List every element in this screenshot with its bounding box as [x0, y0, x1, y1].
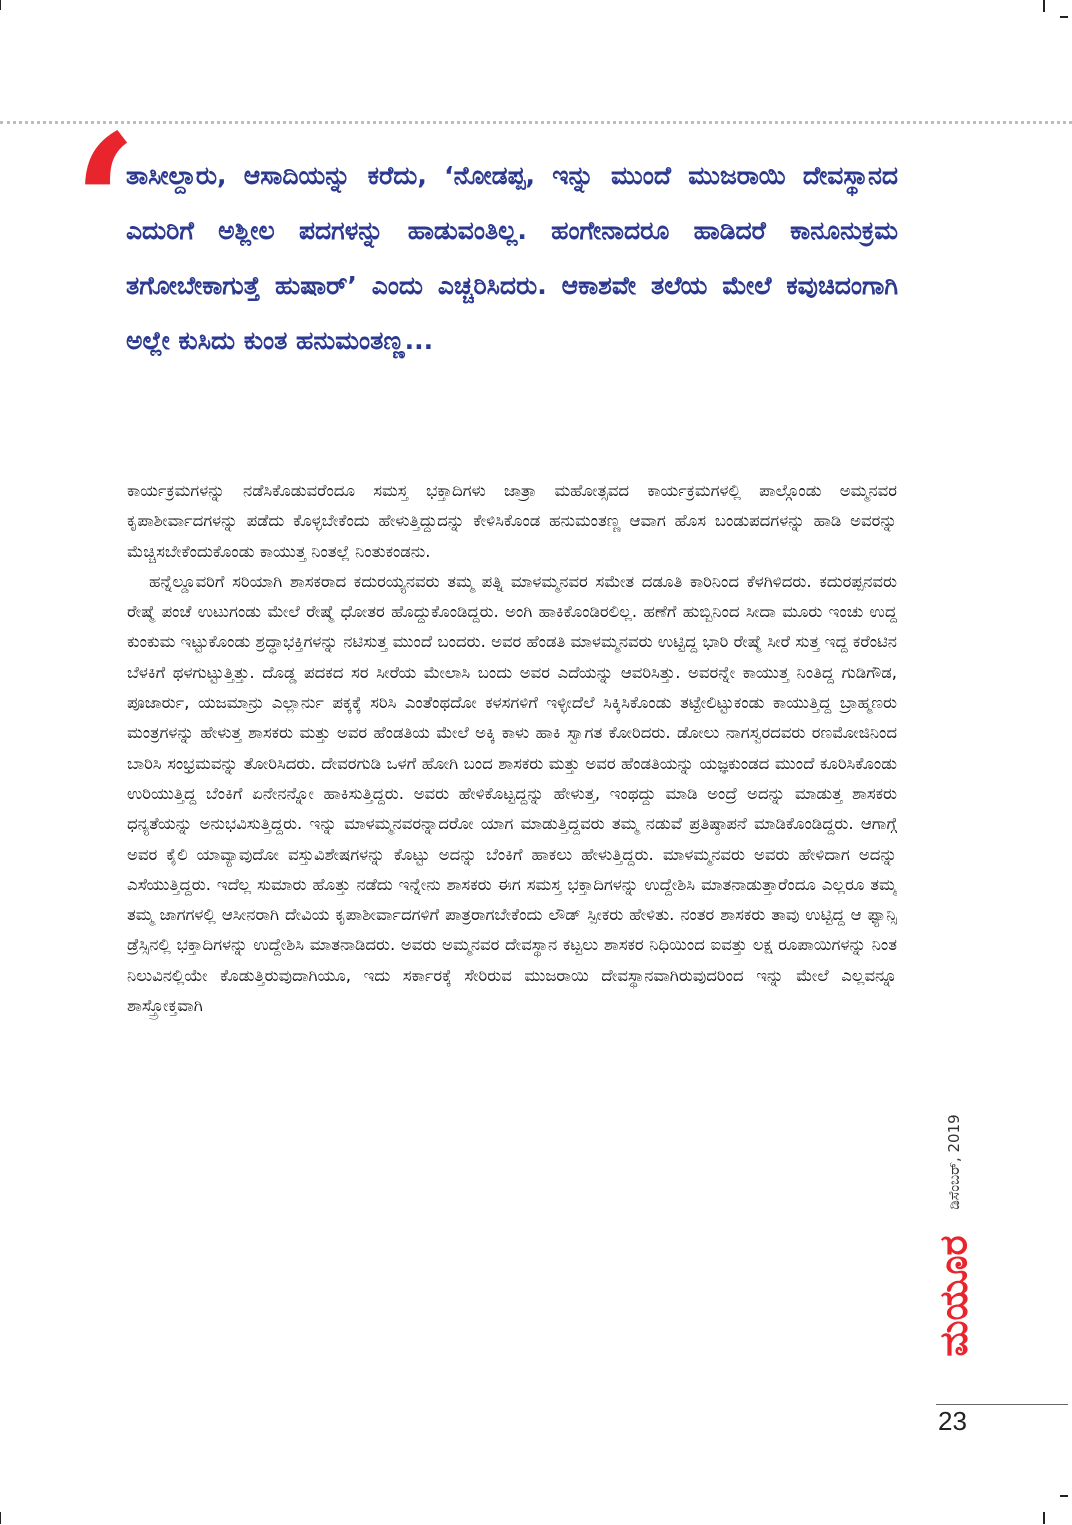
quote-mark-icon: ‘ — [72, 93, 139, 316]
crop-mark-top-right — [1043, 0, 1045, 12]
pull-quote: ತಾಸೀಲ್ದಾರು, ಆಸಾದಿಯನ್ನು ಕರೆದು, ‘ನೋಡಪ್ಪ, ಇನ್ನು ಮುಂದೆ ಮುಜರಾಯಿ ದೇವಸ್ಥಾನದ ಎದುರಿಗೆ ಅಶ್ಲೀಲ ಪದಗಳನ್ನು ಹಾಡುವಂತಿಲ್ಲ. ಹಂಗೇನಾದರೂ ಹಾಡಿದರೆ ಕಾನೂನುಕ್ರಮ ತಗೋಬೇಕಾಗುತ್ತೆ ಹುಷಾರ್’ ಎಂದು ಎಚ್ಚರಿಸಿದರು. ಆಕಾಶವೇ ತಲೆಯ ಮೇಲೆ ಕವುಚಿದಂಗಾಗಿ ಅಲ್ಲೇ ಕುಸಿದು ಕುಂತ ಹನುಮಂತಣ್ಣ... — [126, 161, 898, 355]
crop-mark-bottom-right — [1043, 1512, 1045, 1524]
folio-rule — [936, 1404, 1068, 1405]
body-paragraph-1: ಕಾರ್ಯಕ್ರಮಗಳನ್ನು ನಡೆಸಿಕೊಡುವರೆಂದೂ ಸಮಸ್ತ ಭಕ್ತಾದಿಗಳು ಜಾತ್ರಾ ಮಹೋತ್ಸವದ ಕಾರ್ಯಕ್ರಮಗಳಲ್ಲಿ ಪಾಲ್ಗೊಂಡು ಅಮ್ಮನವರ ಕೃಪಾಶೀರ್ವಾದಗಳನ್ನು ಪಡೆದು ಕೊಳ್ಳಬೇಕೆಂದು ಹೇಳುತ್ತಿದ್ದುದನ್ನು ಕೇಳಿಸಿಕೊಂಡ ಹನುಮಂತಣ್ಣ ಆವಾಗ ಹೊಸ ಬಂಡುಪದಗಳನ್ನು ಹಾಡಿ ಅವರನ್ನು ಮೆಚ್ಚಿಸಬೇಕೆಂದುಕೊಂಡು ಕಾಯುತ್ತ ನಿಂತಲ್ಲೆ ನಿಂತುಕಂಡನು. — [127, 481, 897, 561]
page-number: 23 — [938, 1406, 967, 1436]
body-paragraph-2: ಹನ್ನೆಲ್ಡೂವರಿಗೆ ಸರಿಯಾಗಿ ಶಾಸಕರಾದ ಕದುರಯ್ಯನವರು ತಮ್ಮ ಪತ್ನಿ ಮಾಳಮ್ಮನವರ ಸಮೇತ ದಡೂತಿ ಕಾರಿನಿಂದ ಕೆಳಗಿಳಿದರು. ಕದುರಪ್ಪನವರು ರೇಷ್ಮೆ ಪಂಚೆ ಉಟುಗಂಡು ಮೇಲೆ ರೇಷ್ಮೆ ಧೋತರ ಹೊದ್ದುಕೊಂಡಿದ್ದರು. ಅಂಗಿ ಹಾಕಿಕೊಂಡಿರಲಿಲ್ಲ. ಹಣೆಗೆ ಹುಬ್ಬಿನಿಂದ ಸೀದಾ ಮೂರು ಇಂಚು ಉದ್ದ ಕುಂಕುಮ ಇಟ್ಟುಕೊಂಡು ಶ್ರದ್ಧಾಭಕ್ತಿಗಳನ್ನು ನಟಿಸುತ್ತ ಮುಂದೆ ಬಂದರು. ಅವರ ಹೆಂಡತಿ ಮಾಳಮ್ಮನವರು ಉಟ್ಟಿದ್ದ ಭಾರಿ ರೇಷ್ಮೆ ಸೀರೆ ಸುತ್ತ ಇದ್ದ ಕರೆಂಟಿನ ಬೆಳಕಿಗೆ ಥಳಗುಟ್ಟುತ್ತಿತ್ತು. ದೊಡ್ಡ ಪದಕದ ಸರ ಸೀರೆಯ ಮೇಲಾಸಿ ಬಂದು ಅವರ ಎದೆಯನ್ನು ಆವರಿಸಿತ್ತು. ಅವರನ್ನೇ ಕಾಯುತ್ತ ನಿಂತಿದ್ದ ಗುಡಿಗೌಡ, ಪೂಜಾರ್ರು, ಯಜಮಾನ್ರು ಎಲ್ಲಾರ್ನು ಪಕ್ಕಕ್ಕೆ ಸರಿಸಿ ಎಂತೆಂಥದೋ ಕಳಸಗಳಿಗೆ ಇಳ್ಳೀದೆಲೆ ಸಿಕ್ಕಿಸಿಕೊಂಡು ತಟ್ಟೇಲಿಟ್ಟುಕಂಡು ಕಾಯುತ್ತಿದ್ದ ಬ್ರಾಹ್ಮಣರು ಮಂತ್ರಗಳನ್ನು ಹೇಳುತ್ತ ಶಾಸಕರು ಮತ್ತು ಅವರ ಹೆಂಡತಿಯ ಮೇಲೆ ಅಕ್ಕಿ ಕಾಳು ಹಾಕಿ ಸ್ವಾಗತ ಕೋರಿದರು. ಡೋಲು ನಾಗಸ್ವರದವರು ರಣಮೋಜಿನಿಂದ ಬಾರಿಸಿ ಸಂಭ್ರಮವನ್ನು ತೋರಿಸಿದರು. ದೇವರಗುಡಿ ಒಳಗೆ ಹೋಗಿ ಬಂದ ಶಾಸಕರು ಮತ್ತು ಅವರ ಹೆಂಡತಿಯನ್ನು ಯಜ್ಞಕುಂಡದ ಮುಂದೆ ಕೂರಿಸಿಕೊಂಡು ಉರಿಯುತ್ತಿದ್ದ ಬೆಂಕಿಗೆ ಏನೇನನ್ನೋ ಹಾಕಿಸುತ್ತಿದ್ದರು. ಅವರು ಹೇಳಿಕೊಟ್ಟದ್ದನ್ನು ಹೇಳುತ್ತ, ಇಂಥದ್ದು ಮಾಡಿ ಅಂದ್ರೆ ಅದನ್ನು ಮಾಡುತ್ತ ಶಾಸಕರು ಧನ್ಯತೆಯನ್ನು ಅನುಭವಿಸುತ್ತಿದ್ದರು. ಇನ್ನು ಮಾಳಮ್ಮನವರನ್ನಾದರೋ ಯಾಗ ಮಾಡುತ್ತಿದ್ದವರು ತಮ್ಮ ನಡುವೆ ಪ್ರತಿಷ್ಠಾಪನೆ ಮಾಡಿಕೊಂಡಿದ್ದರು. ಆಗಾಗ್ಗೆ ಅವರ ಕೈಲಿ ಯಾವ್ಯಾವುದೋ ವಸ್ತುವಿಶೇಷಗಳನ್ನು ಕೊಟ್ಟು ಅದನ್ನು ಬೆಂಕಿಗೆ ಹಾಕಲು ಹೇಳುತ್ತಿದ್ದರು. ಮಾಳಮ್ಮನವರು ಅವರು ಹೇಳಿದಾಗ ಅದನ್ನು ಎಸೆಯುತ್ತಿದ್ದರು. ಇದೆಲ್ಲ ಸುಮಾರು ಹೊತ್ತು ನಡೆದು ಇನ್ನೇನು ಶಾಸಕರು ಈಗ ಸಮಸ್ತ ಭಕ್ತಾದಿಗಳನ್ನು ಉದ್ದೇಶಿಸಿ ಮಾತನಾಡುತ್ತಾರೆಂದೂ ಎಲ್ಲರೂ ತಮ್ಮ ತಮ್ಮ ಜಾಗಗಳಲ್ಲಿ ಆಸೀನರಾಗಿ ದೇವಿಯ ಕೃಪಾಶೀರ್ವಾದಗಳಿಗೆ ಪಾತ್ರರಾಗಬೇಕೆಂದು ಲೌಡ್ ಸ್ಪೀಕರು ಹೇಳಿತು. ನಂತರ ಶಾಸಕರು ತಾವು ಉಟ್ಟಿದ್ದ ಆ ಫ್ಯಾನ್ಸಿ ಡ್ರೆಸ್ಸಿನಲ್ಲಿ ಭಕ್ತಾದಿಗಳನ್ನು ಉದ್ದೇಶಿಸಿ ಮಾತನಾಡಿದರು. ಅವರು ಅಮ್ಮನವರ ದೇವಸ್ಥಾನ ಕಟ್ಟಲು ಶಾಸಕರ ನಿಧಿಯಿಂದ ಐವತ್ತು ಲಕ್ಷ ರೂಪಾಯಿಗಳನ್ನು ನಿಂತ ನಿಲುವಿನಲ್ಲಿಯೇ ಕೊಡುತ್ತಿರುವುದಾಗಿಯೂ, ಇದು ಸರ್ಕಾರಕ್ಕೆ ಸೇರಿರುವ ಮುಜರಾಯಿ ದೇವಸ್ಥಾನವಾಗಿರುವುದರಿಂದ ಇನ್ನು ಮೇಲೆ ಎಲ್ಲವನ್ನೂ ಶಾಸ್ತ್ರೋಕ್ತವಾಗಿ — [127, 571, 897, 1016]
crop-mark-top-left — [0, 0, 1, 10]
dotted-separator — [0, 121, 1072, 124]
crop-mark-right-lower — [1060, 1495, 1068, 1497]
crop-mark-bottom-left — [0, 1512, 1, 1524]
issue-date: ಡಿಸೆಂಬರ್, 2019 — [945, 1114, 963, 1210]
article-body — [127, 476, 897, 1396]
magazine-logo: ಮಯೂರ — [931, 1235, 976, 1357]
crop-mark-right-upper — [1060, 16, 1068, 18]
